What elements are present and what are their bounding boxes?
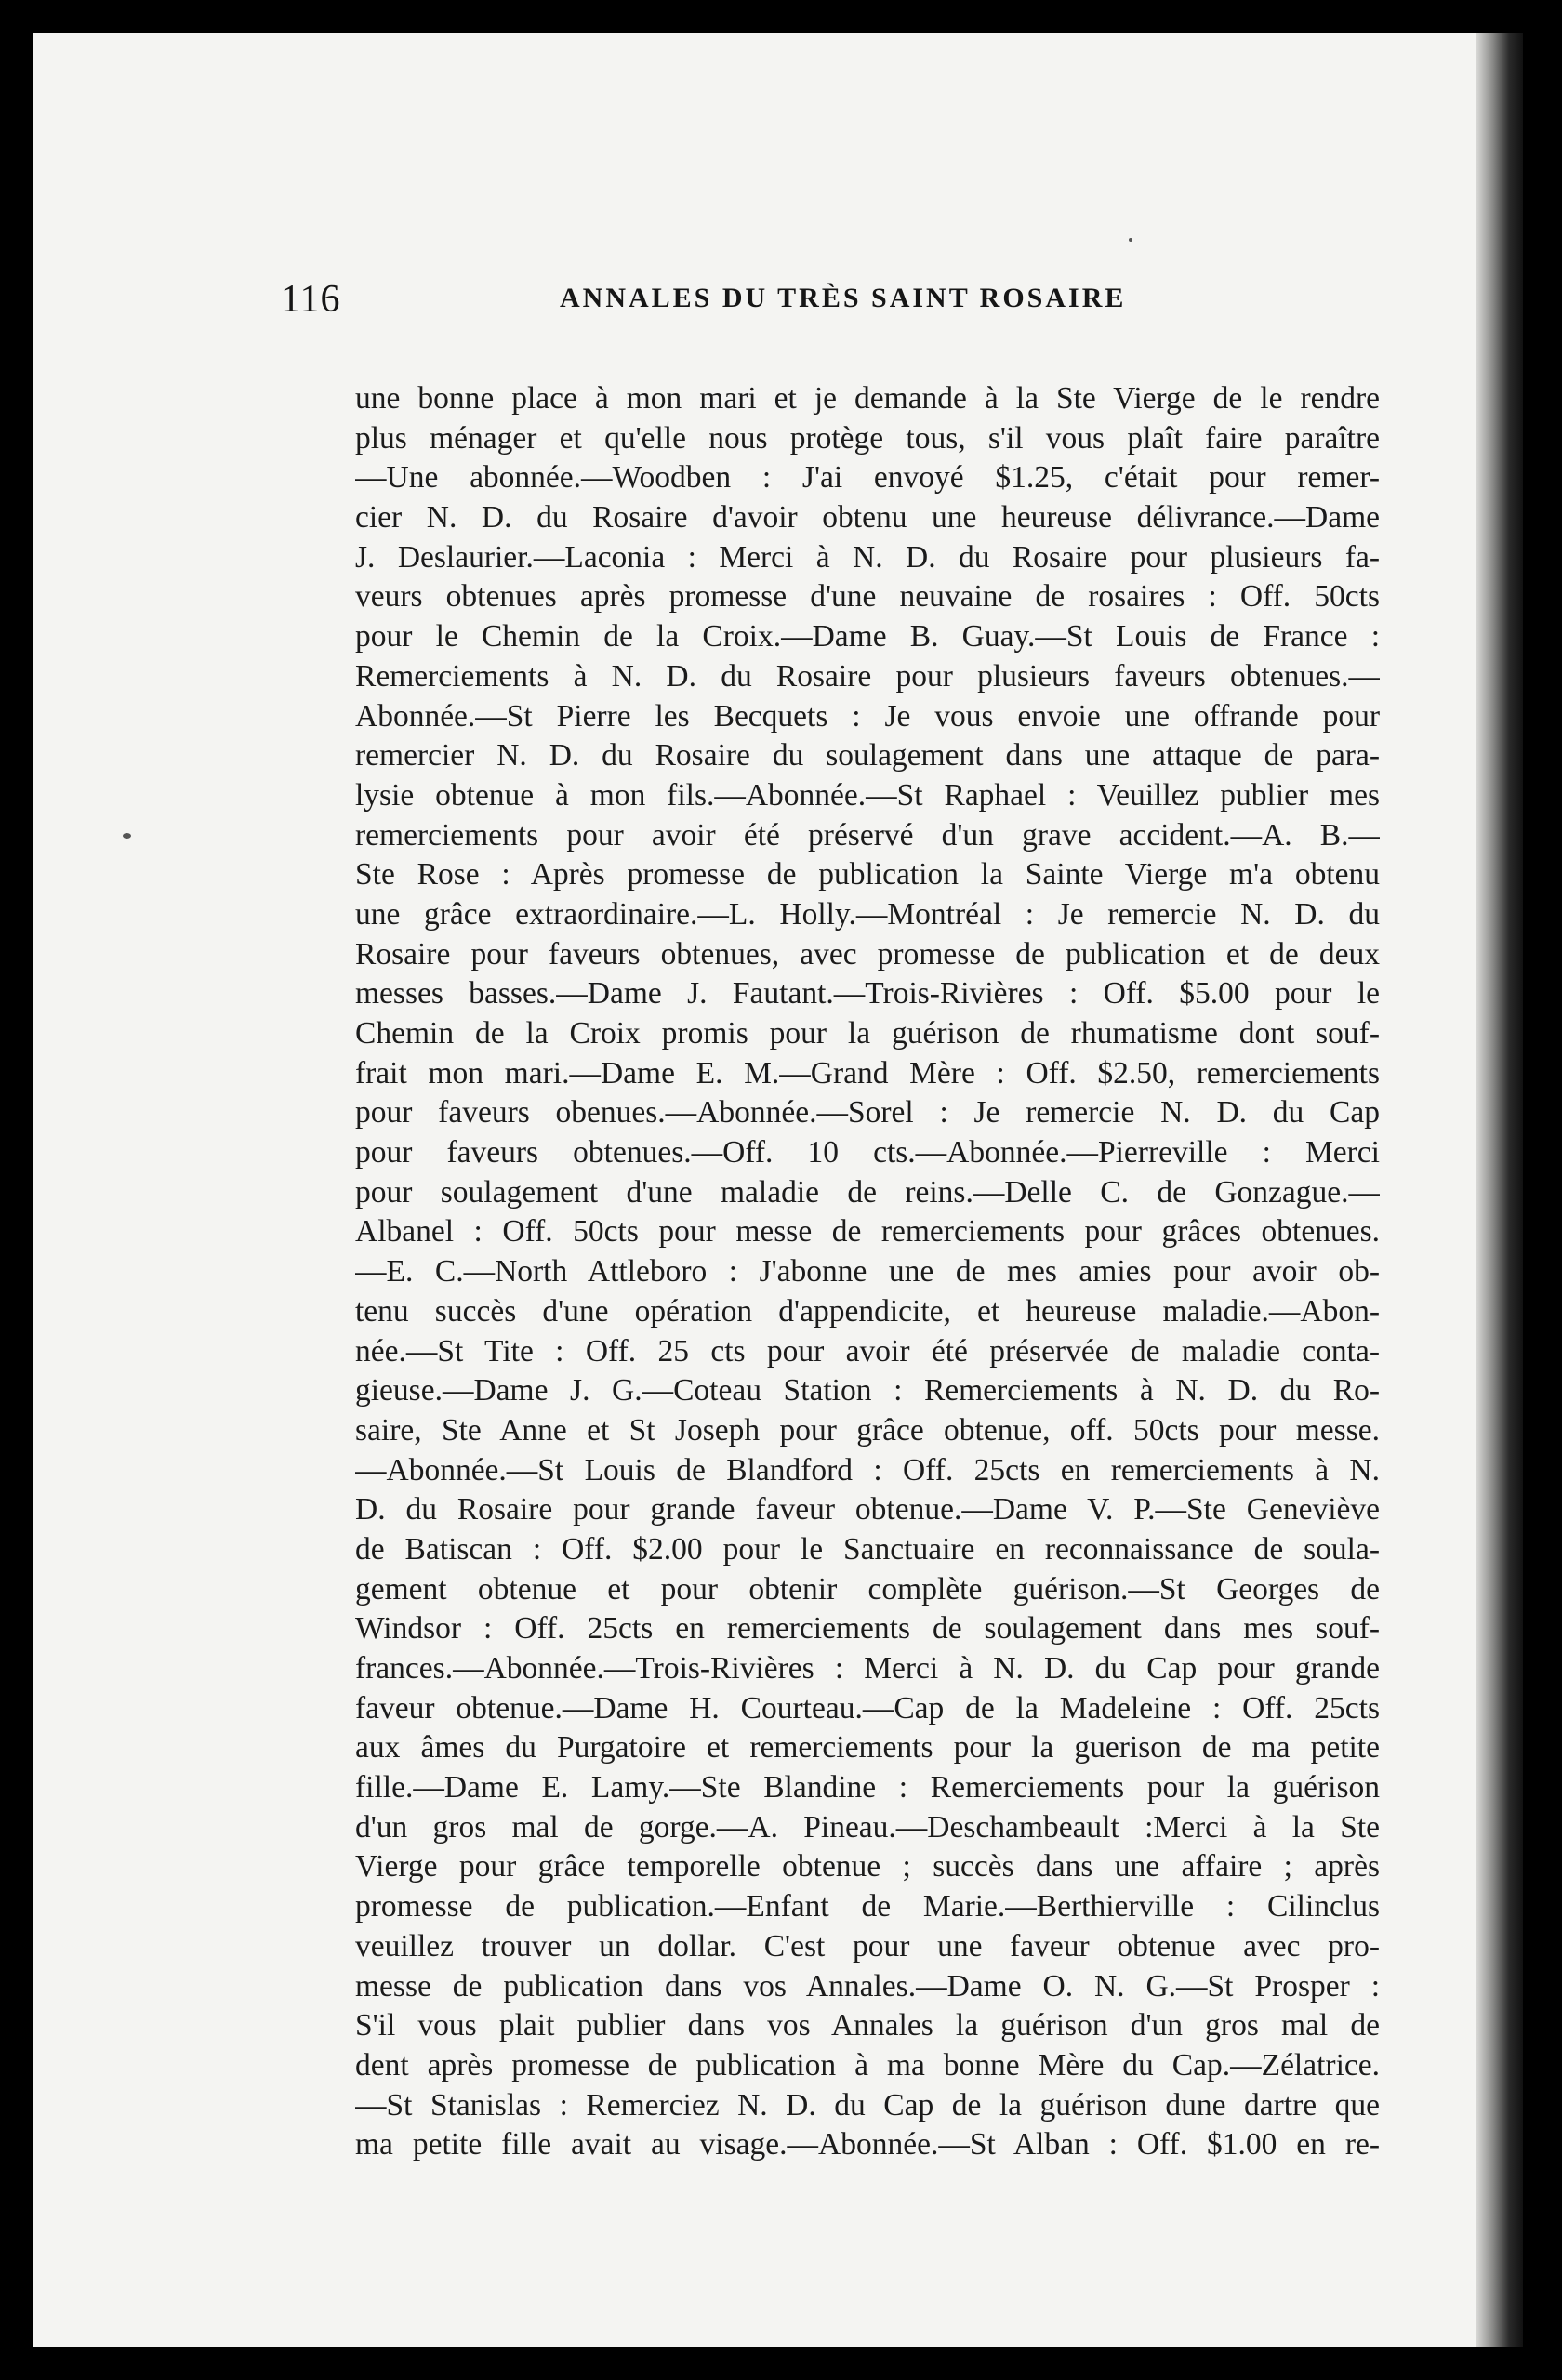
text-line: D. du Rosaire pour grande faveur obtenue.—Dame V. P.—Ste Geneviève <box>355 1492 1380 1527</box>
running-header <box>281 277 1238 333</box>
speck-mark <box>123 833 131 839</box>
text-line: de Batiscan : Off. $2.00 pour le Sanctuaire en reconnaissance de soula- <box>355 1531 1380 1567</box>
text-line: Remerciements à N. D. du Rosaire pour plusieurs faveurs obtenues.— <box>355 658 1380 694</box>
text-line: remerciements pour avoir été préservé d'un grave accident.—A. B.— <box>355 817 1380 853</box>
text-line: Windsor : Off. 25cts en remerciements de soulagement dans mes souf- <box>355 1611 1380 1646</box>
text-line: aux âmes du Purgatoire et remerciements pour la guerison de ma petite <box>355 1730 1380 1765</box>
text-line: pour le Chemin de la Croix.—Dame B. Guay.—St Louis de France : <box>355 619 1380 654</box>
text-line: fille.—Dame E. Lamy.—Ste Blandine : Remerciements pour la guérison <box>355 1770 1380 1805</box>
text-line: Albanel : Off. 50cts pour messe de remerciements pour grâces obtenues. <box>355 1214 1380 1250</box>
text-line: messe de publication dans vos Annales.—Dame O. N. G.—St Prosper : <box>355 1968 1380 2003</box>
text-line: dent après promesse de publication à ma bonne Mère du Cap.—Zélatrice. <box>355 2047 1380 2082</box>
text-line: Abonnée.—St Pierre les Becquets : Je vous envoie une offrande pour <box>355 698 1380 734</box>
text-line: messes basses.—Dame J. Fautant.—Trois-Rivières : Off. $5.00 pour le <box>355 976 1380 1012</box>
text-line: née.—St Tite : Off. 25 cts pour avoir été préservée de maladie conta- <box>355 1333 1380 1368</box>
page-number: 116 <box>281 278 341 321</box>
text-line: —Abonnée.—St Louis de Blandford : Off. 25cts en remerciements à N. <box>355 1452 1380 1488</box>
text-line: cier N. D. du Rosaire d'avoir obtenu une heureuse délivrance.—Dame <box>355 500 1380 536</box>
text-line: veuillez trouver un dollar. C'est pour une faveur obtenue avec pro- <box>355 1928 1380 1964</box>
text-line: pour faveurs obtenues.—Off. 10 cts.—Abonnée.—Pierreville : Merci <box>355 1135 1380 1170</box>
text-line: Chemin de la Croix promis pour la guérison de rhumatisme dont souf- <box>355 1016 1380 1051</box>
running-title: ANNALES DU TRÈS SAINT ROSAIRE <box>560 283 1127 313</box>
text-line: frances.—Abonnée.—Trois-Rivières : Merci à N. D. du Cap pour grande <box>355 1651 1380 1686</box>
text-line: lysie obtenue à mon fils.—Abonnée.—St Raphael : Veuillez publier mes <box>355 777 1380 813</box>
text-line: tenu succès d'une opération d'appendicite, et heureuse maladie.—Abon- <box>355 1293 1380 1329</box>
text-line: promesse de publication.—Enfant de Marie.—Berthierville : Cilinclus <box>355 1889 1380 1924</box>
text-line: pour faveurs obenues.—Abonnée.—Sorel : Je remercie N. D. du Cap <box>355 1095 1380 1130</box>
text-line: J. Deslaurier.—Laconia : Merci à N. D. du Rosaire pour plusieurs fa- <box>355 539 1380 575</box>
text-line: Vierge pour grâce temporelle obtenue ; succès dans une affaire ; après <box>355 1849 1380 1884</box>
text-line: faveur obtenue.—Dame H. Courteau.—Cap de la Madeleine : Off. 25cts <box>355 1690 1380 1726</box>
text-line: remercier N. D. du Rosaire du soulagement dans une attaque de para- <box>355 738 1380 774</box>
body-text <box>355 379 1380 2165</box>
text-line: frait mon mari.—Dame E. M.—Grand Mère : Off. $2.50, remerciements <box>355 1055 1380 1091</box>
text-line: plus ménager et qu'elle nous protège tous, s'il vous plaît faire paraître <box>355 420 1380 456</box>
text-line: une grâce extraordinaire.—L. Holly.—Montréal : Je remercie N. D. du <box>355 896 1380 932</box>
text-line: Rosaire pour faveurs obtenues, avec promesse de publication et de deux <box>355 936 1380 972</box>
text-line: une bonne place à mon mari et je demande à la Ste Vierge de le rendre <box>355 381 1380 416</box>
text-line: gement obtenue et pour obtenir complète guérison.—St Georges de <box>355 1571 1380 1606</box>
text-line: saire, Ste Anne et St Joseph pour grâce obtenue, off. 50cts pour messe. <box>355 1412 1380 1448</box>
text-line: —E. C.—North Attleboro : J'abonne une de mes amies pour avoir ob- <box>355 1254 1380 1289</box>
text-line: ma petite fille avait au visage.—Abonnée.—St Alban : Off. $1.00 en re- <box>355 2127 1380 2162</box>
text-line: gieuse.—Dame J. G.—Coteau Station : Remerciements à N. D. du Ro- <box>355 1373 1380 1408</box>
text-line: d'un gros mal de gorge.—A. Pineau.—Deschambeault :Merci à la Ste <box>355 1809 1380 1844</box>
text-line: S'il vous plait publier dans vos Annales la guérison d'un gros mal de <box>355 2008 1380 2043</box>
text-line: —Une abonnée.—Woodben : J'ai envoyé $1.25, c'était pour remer- <box>355 460 1380 496</box>
text-line: veurs obtenues après promesse d'une neuvaine de rosaires : Off. 50cts <box>355 579 1380 615</box>
text-line: Ste Rose : Après promesse de publication la Sainte Vierge m'a obtenu <box>355 857 1380 892</box>
text-line: —St Stanislas : Remerciez N. D. du Cap de la guérison dune dartre que <box>355 2087 1380 2122</box>
text-line: pour soulagement d'une maladie de reins.—Delle C. de Gonzague.— <box>355 1174 1380 1210</box>
page-gutter-shadow <box>1476 33 1523 2347</box>
speck-mark <box>1129 238 1132 242</box>
